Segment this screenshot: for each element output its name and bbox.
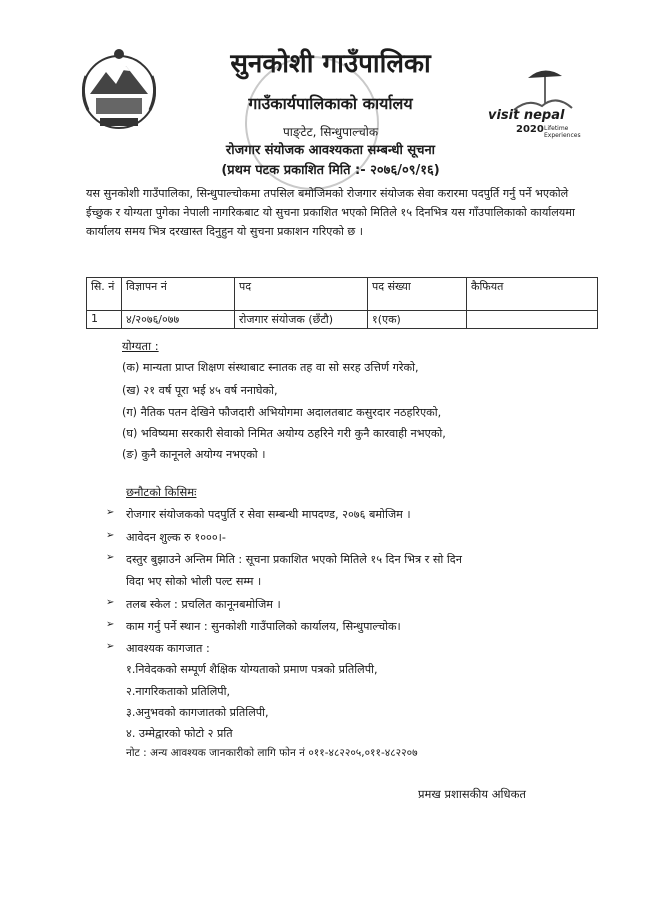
- list-item-continued: विदा भए सोको भोली पल्ट सम्म ।: [126, 575, 262, 588]
- arrow-bullet-icon: ➢: [106, 552, 115, 563]
- office-name: गाउँकार्यपालिकाको कार्यालय: [248, 94, 413, 113]
- list-item: ➢ काम गर्नु पर्ने स्थान : सुनकोशी गाउँपालिको कार्यालय, सिन्धुपाल्चोक।: [106, 619, 401, 633]
- notice-title: रोजगार संयोजक आवश्यकता सम्बन्धी सूचना: [225, 143, 436, 158]
- arrow-bullet-icon: ➢: [106, 619, 115, 630]
- header-post: पद: [235, 278, 368, 311]
- selection-heading: छनौटको किसिमः: [126, 485, 197, 499]
- qualification-item: (ङ) कुनै कानूनले अयोग्य नभएको ।: [122, 448, 266, 461]
- qualification-item: (घ) भविष्यमा सरकारी सेवाको निमित अयोग्य ठहरिने गरी कुनै कारवाही नभएको,: [122, 427, 446, 440]
- cell-sn: 1: [87, 311, 122, 329]
- document-item: ४. उम्मेद्वारको फोटो २ प्रति: [126, 727, 233, 740]
- office-location: पाङ्टेट, सिन्धुपाल्चोक: [282, 125, 379, 139]
- header-post-count: पद संख्या: [368, 278, 467, 311]
- contact-note: नोट : अन्य आवश्यक जानकारीको लागि फोन नं ०११-४८२२०५,०११-४८२२०७: [126, 747, 418, 759]
- header-sn: सि. नं: [87, 278, 122, 311]
- cell-advert-no: ४/२०७६/०७७: [122, 311, 235, 329]
- table-row: [87, 311, 598, 329]
- qualification-heading: योग्यता :: [122, 339, 159, 353]
- signature-title: प्रमख प्रशासकीय अधिकत: [418, 787, 526, 801]
- arrow-bullet-icon: ➢: [106, 597, 115, 608]
- logo-year: 2020: [516, 124, 544, 135]
- qualification-item: (ग) नैतिक पतन देखिने फौजदारी अभियोगमा अदालतबाट कसुरदार नठहरिएको,: [122, 406, 442, 419]
- vacancy-table: [86, 277, 598, 329]
- logo-tagline: Lifetime Experiences: [544, 125, 581, 139]
- publish-date: (प्रथम पटक प्रकाशित मिति :- २०७६/०९/१६): [221, 163, 440, 178]
- list-item: ➢ दस्तुर बुझाउने अन्तिम मिति : सूचना प्रकाशित भएको मितिले १५ दिन भित्र र सो दिन: [106, 552, 462, 566]
- cell-post-count: १(एक): [368, 311, 467, 329]
- table-header-row: [87, 278, 598, 311]
- header-remarks: कैफियत: [467, 278, 598, 311]
- intro-paragraph: यस सुनकोशी गाउँपालिका, सिन्धुपाल्चोकमा तपसिल बमोजिमको रोजगार संयोजक सेवा करारमा पदपुर्ति गर्नु पर्ने भएकोले ईच्छुक र योग्यता पुगेका नेपाली नागरिकबाट यो सुचना प्रकाशित भएको मितिले १५ दिनभित्र यस गाँउपालिकाको कार्यालयमा कार्यालय समय भित्र दरखास्त दिनुहुन यो सुचना प्रकाशन गरिएको छ ।: [86, 187, 575, 238]
- document-item: २.नागरिकताको प्रतिलिपी,: [126, 685, 231, 698]
- arrow-bullet-icon: ➢: [106, 507, 115, 518]
- document-item: १.निवेदकको सम्पूर्ण शैक्षिक योग्यताको प्रमाण पत्रको प्रतिलिपी,: [126, 663, 378, 676]
- page-title: सुनकोशी गाउँपालिका: [230, 49, 431, 79]
- document-item: ३.अनुभवको कागजातको प्रतिलिपी,: [126, 706, 269, 719]
- qualification-item: (क) मान्यता प्राप्त शिक्षण संस्थाबाट स्नातक तह वा सो सरह उत्तिर्ण गरेको,: [122, 361, 419, 374]
- list-item: ➢ आवश्यक कागजात :: [106, 641, 210, 655]
- logo-brand: visit nepal: [488, 108, 565, 123]
- cell-post: रोजगार संयोजक (छँटौ): [235, 311, 368, 329]
- qualification-item: (ख) २१ वर्ष पूरा भई ४५ वर्ष ननाघेको,: [122, 384, 278, 397]
- list-item: ➢ तलब स्केल : प्रचलित कानूनबमोजिम ।: [106, 597, 281, 611]
- arrow-bullet-icon: ➢: [106, 641, 115, 652]
- arrow-bullet-icon: ➢: [106, 530, 115, 541]
- list-item: ➢ रोजगार संयोजकको पदपुर्ति र सेवा सम्बन्धी मापदण्ड, २०७६ बमोजिम ।: [106, 507, 411, 521]
- list-item: ➢ आवेदन शुल्क रु १०००।-: [106, 530, 226, 544]
- header-advert-no: विज्ञापन नं: [122, 278, 235, 311]
- cell-remarks: [467, 311, 598, 329]
